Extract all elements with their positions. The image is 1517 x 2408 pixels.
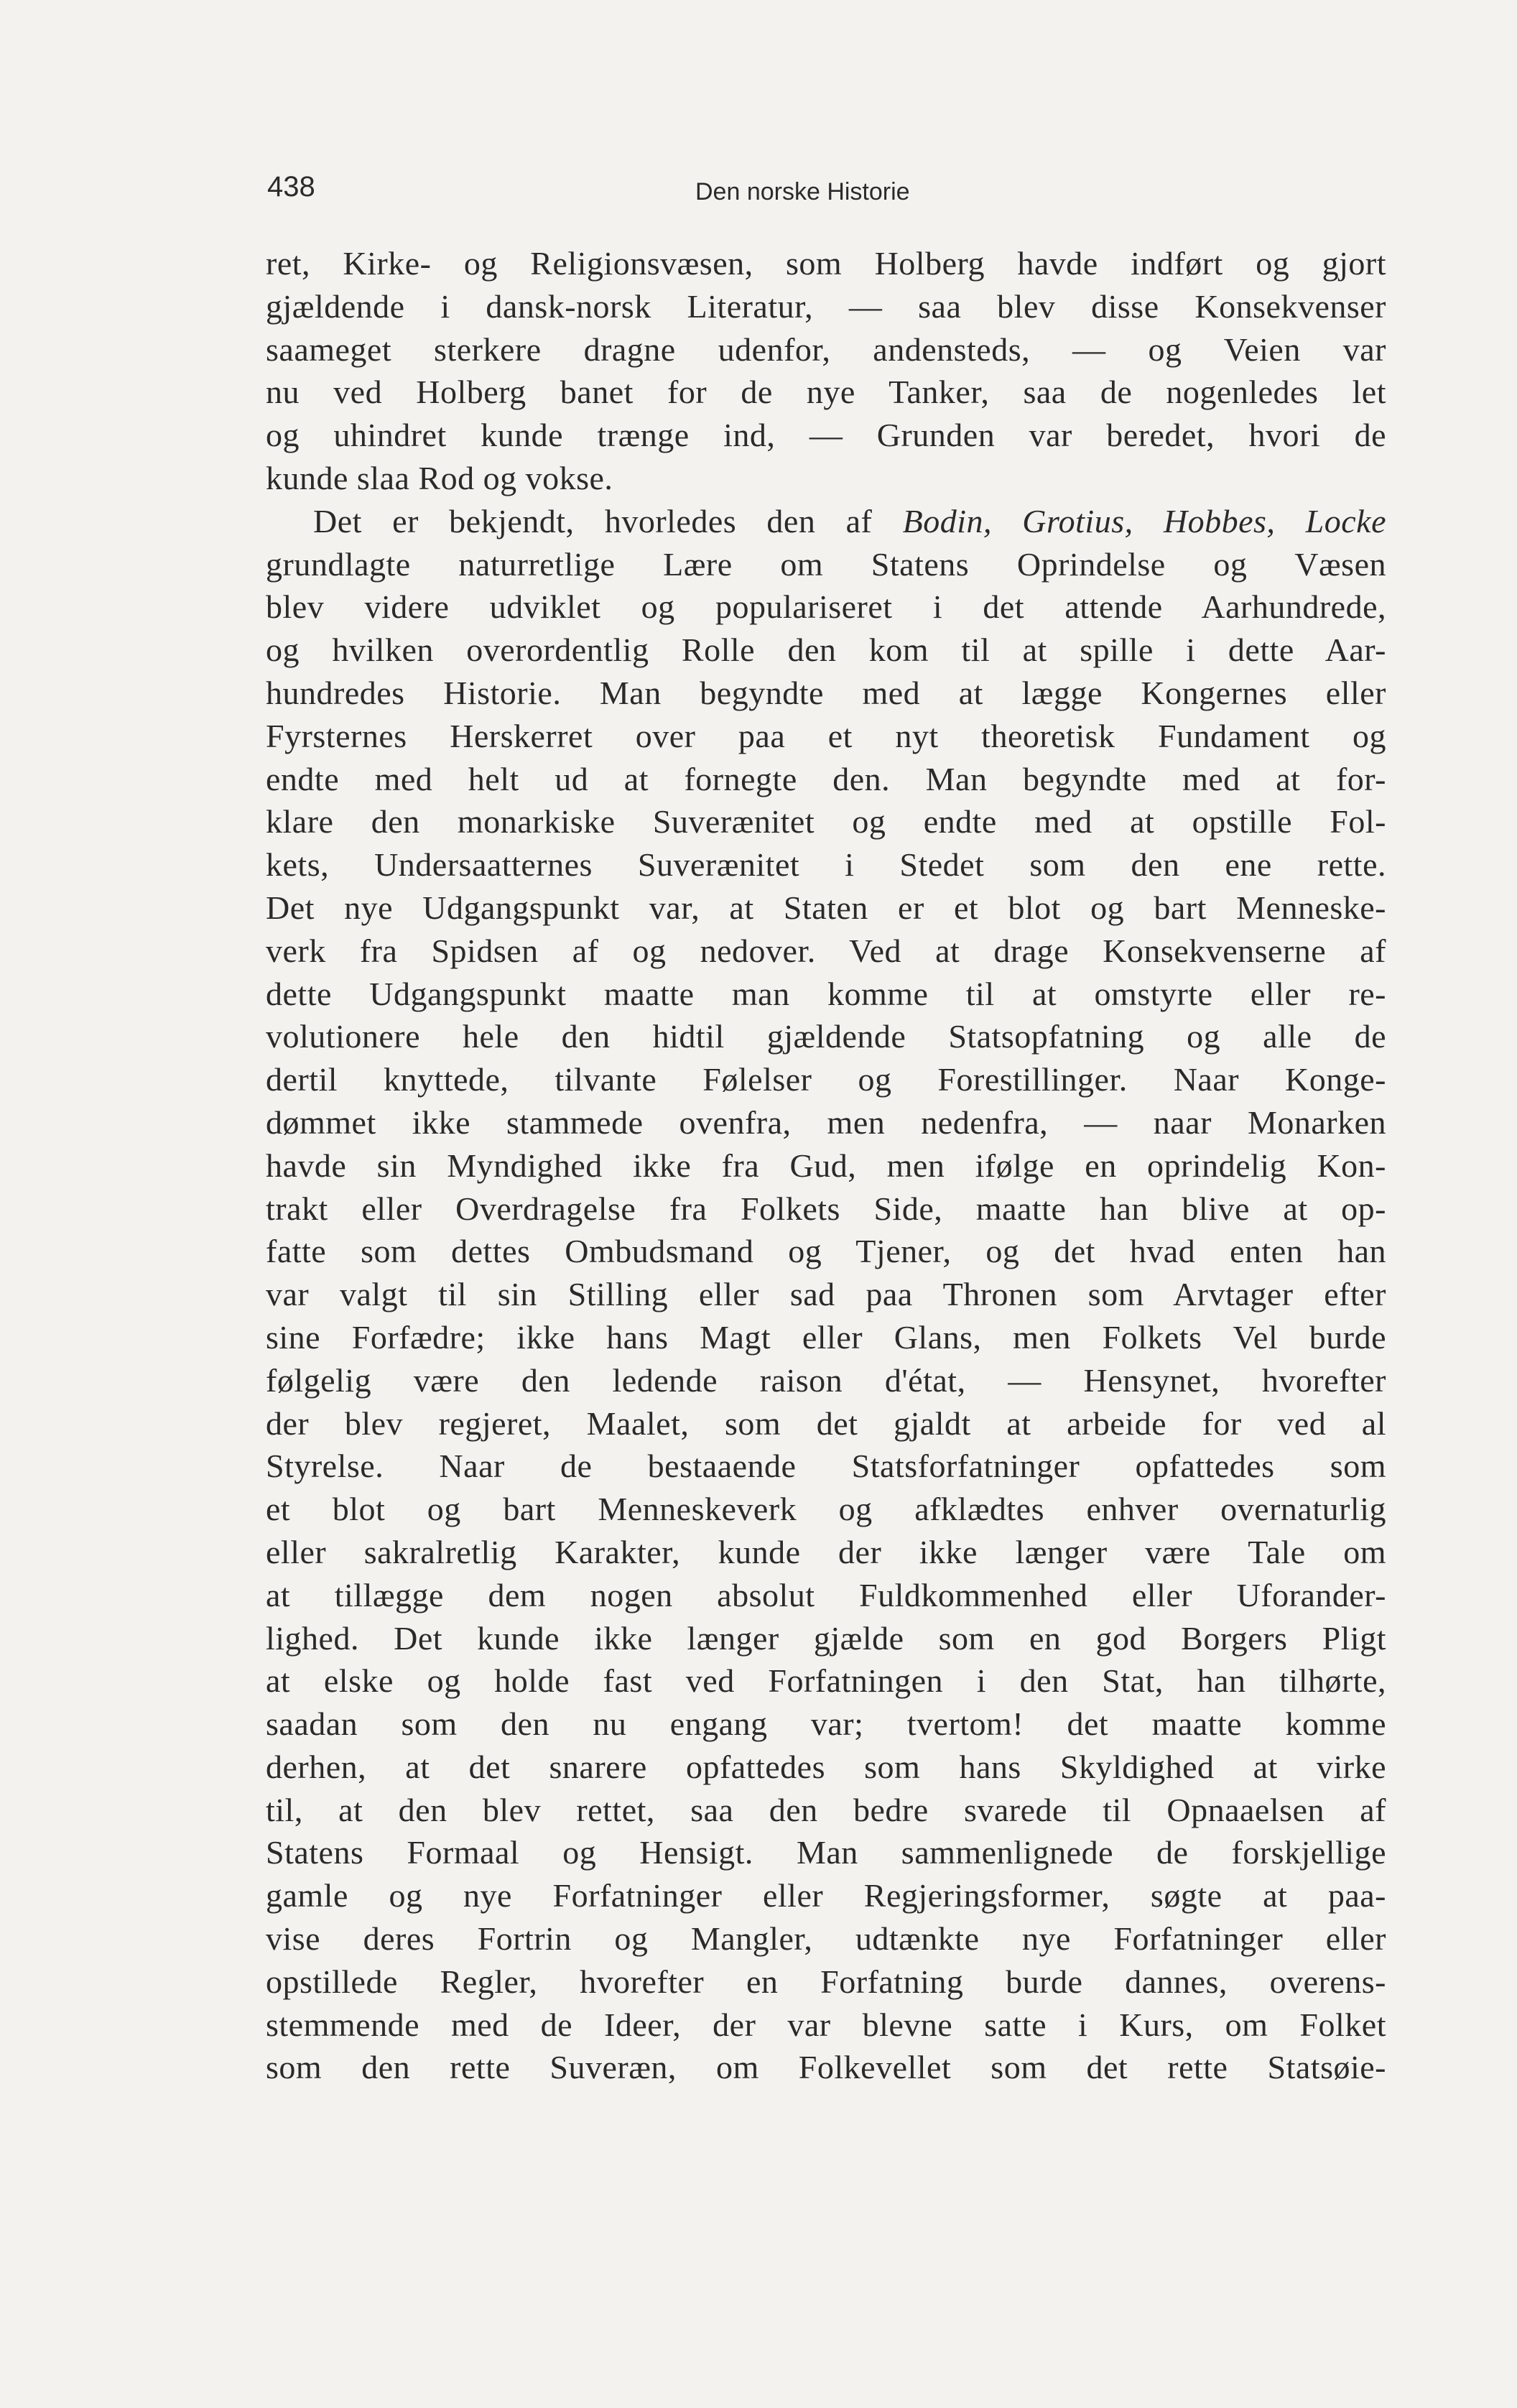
italic-names: Bodin, Grotius, Hobbes, Locke [902,502,1386,540]
text-line: og hvilken overordentlig Rolle den kom til at spille i dette Aar- [266,631,1386,669]
text-line: følgelig være den ledende raison d'état, — Hensynet, hvorefter [266,1361,1386,1399]
text-line: til, at den blev rettet, saa den bedre svarede til Opnaaelsen af [266,1791,1386,1828]
text-line: dømmet ikke stammede ovenfra, men nedenfra, — naar Monarken [266,1103,1386,1141]
text-line: Det nye Udgangspunkt var, at Staten er et blot og bart Menneske- [266,889,1386,926]
text-line: endte med helt ud at fornegte den. Man begyndte med at for- [266,760,1386,797]
text-line: gamle og nye Forfatninger eller Regjeringsformer, søgte at paa- [266,1877,1386,1914]
text-line: dertil knyttede, tilvante Følelser og Forestillinger. Naar Konge- [266,1061,1386,1098]
text-line: at tillægge dem nogen absolut Fuldkommenhed eller Uforander- [266,1576,1386,1613]
text-line: stemmende med de Ideer, der var blevne satte i Kurs, om Folket [266,2006,1386,2043]
text-line: havde sin Myndighed ikke fra Gud, men ifølge en oprindelig Kon- [266,1147,1386,1184]
text-line: Statens Formaal og Hensigt. Man sammenlignede de forskjellige [266,1834,1386,1871]
text-line: saameget sterkere dragne udenfor, andensteds, — og Veien var [266,330,1386,368]
text-line: et blot og bart Menneskeverk og afklædtes enhver overnaturlig [266,1491,1386,1528]
text-line: nu ved Holberg banet for de nye Tanker, saa de nogenledes let [266,374,1386,411]
text-line-with-names [266,500,1386,543]
page-number: 438 [267,171,315,203]
text-line: der blev regjeret, Maalet, som det gjaldt at arbeide for ved al [266,1404,1386,1442]
text-line: volutionere hele den hidtil gjældende Statsopfatning og alle de [266,1018,1386,1055]
text-line: lighed. Det kunde ikke længer gjælde som en god Borgers Pligt [266,1619,1386,1657]
text-line: ret, Kirke- og Religionsvæsen, som Holberg havde indført og gjort [266,245,1386,282]
text-line: kunde slaa Rod og vokse. [266,459,613,496]
text-line: var valgt til sin Stilling eller sad paa Thronen som Arvtager efter [266,1276,1386,1313]
text-line: sine Forfædre; ikke hans Magt eller Glans, men Folkets Vel burde [266,1318,1386,1356]
text-line: vise deres Fortrin og Mangler, udtænkte nye Forfatninger eller [266,1920,1386,1958]
text-line: at elske og holde fast ved Forfatningen i den Stat, han tilhørte, [266,1662,1386,1700]
text-line: derhen, at det snarere opfattedes som hans Skyldighed at virke [266,1748,1386,1785]
running-title: Den norske Historie [695,178,910,205]
text-line: kets, Undersaatternes Suverænitet i Stedet som den ene rette. [266,846,1386,884]
text-line: hundredes Historie. Man begyndte med at lægge Kongernes eller [266,674,1386,711]
text-line: Styrelse. Naar de bestaaende Statsforfatninger opfattedes som [266,1448,1386,1485]
text-line: opstillede Regler, hvorefter en Forfatning burde dannes, overens- [266,1963,1386,2000]
text-line: trakt eller Overdragelse fra Folkets Side, maatte han blive at op- [266,1190,1386,1227]
text-line: og uhindret kunde trænge ind, — Grunden var beredet, hvori de [266,417,1386,454]
text-line: saadan som den nu engang var; tvertom! det maatte komme [266,1705,1386,1743]
text-line: gjældende i dansk-norsk Literatur, — saa blev disse Konsekvenser [266,287,1386,325]
text-line: eller sakralretlig Karakter, kunde der ikke længer være Tale om [266,1533,1386,1570]
text-line: blev videre udviklet og populariseret i det attende Aarhundrede, [266,588,1386,626]
text-line: Fyrsternes Herskerret over paa et nyt theoretisk Fundament og [266,717,1386,754]
text-line: klare den monarkiske Suverænitet og endte med at opstille Fol- [266,803,1386,841]
text-line: som den rette Suveræn, om Folkevellet som det rette Statsøie- [266,2049,1386,2086]
text-line: dette Udgangspunkt maatte man komme til at omstyrte eller re- [266,975,1386,1012]
page-header [267,171,1388,214]
text-line: verk fra Spidsen af og nedover. Ved at drage Konsekvenserne af [266,932,1386,969]
text-line: grundlagte naturretlige Lære om Statens Oprindelse og Væsen [266,545,1386,583]
text-line: fatte som dettes Ombudsmand og Tjener, og det hvad enten han [266,1233,1386,1270]
body-text [266,242,1386,2089]
text-segment: Det er bekjendt, hvorledes den af [313,502,873,540]
